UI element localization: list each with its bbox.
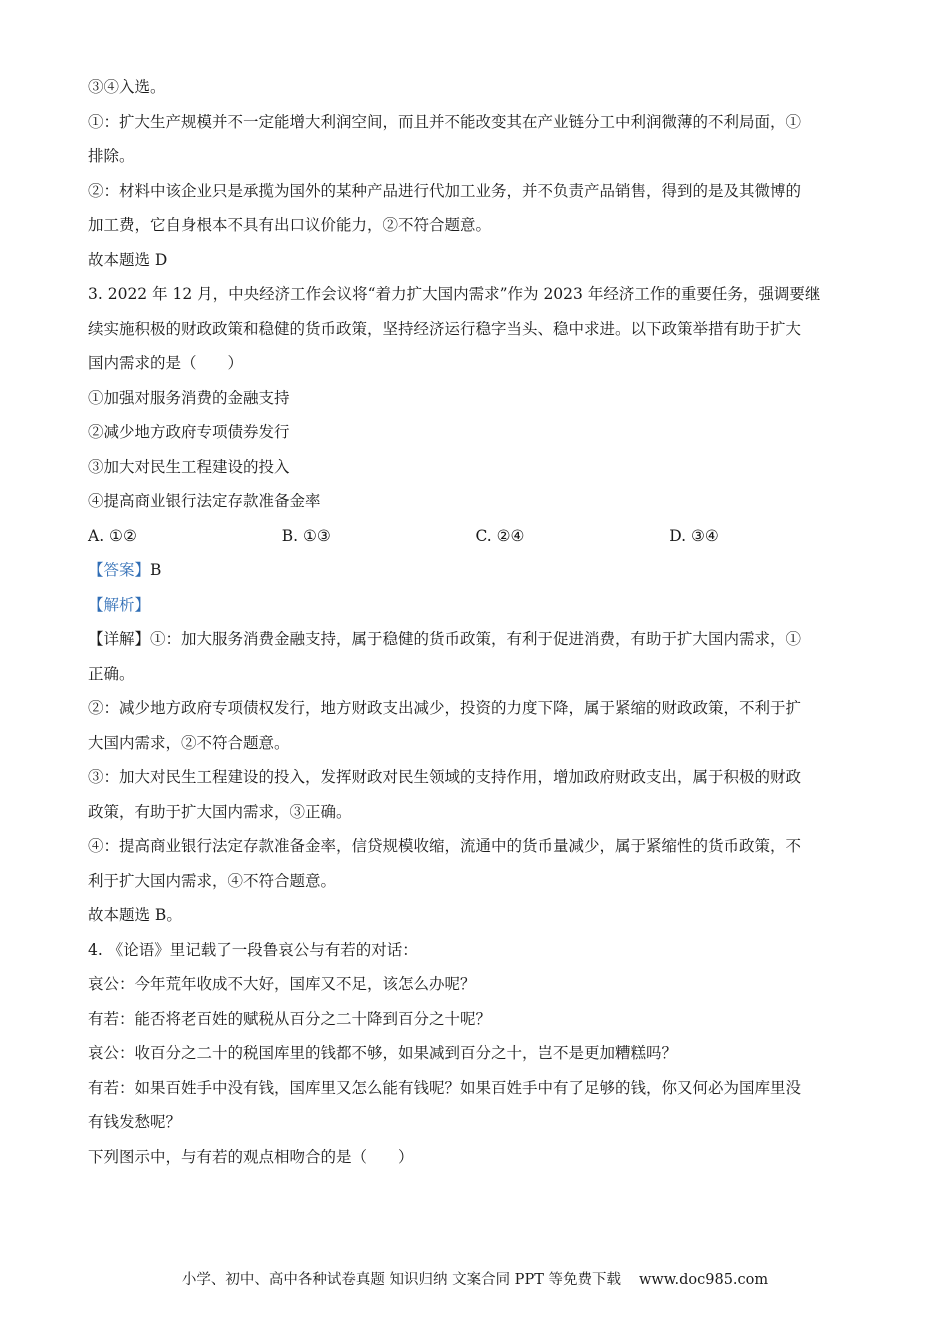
analysis-tag: 【解析】 [88,595,151,614]
question-3-stem: 续实施积极的财政政策和稳健的货币政策，坚持经济运行稳字当头、稳中求进。以下政策举措有助于扩大 [88,319,802,338]
question-3-stem: 国内需求的是（ ） [88,354,244,372]
question-3-item: ④提高商业银行法定存款准备金率 [88,492,321,510]
footer-link[interactable]: www.doc985.com [638,1272,769,1288]
question-3-item: ①加强对服务消费的金融支持 [88,388,290,407]
prev-analysis-line: 加工费，它自身根本不具有出口议价能力，②不符合题意。 [88,216,492,234]
prev-analysis-line: ②：材料中该企业只是承揽为国外的某种产品进行代加工业务，并不负责产品销售，得到的是及其微博的 [88,181,802,200]
prev-analysis-line: 排除。 [88,147,135,165]
prev-answer-line: ③④入选。 [88,78,166,96]
detail-line: 利于扩大国内需求，④不符合题意。 [88,871,337,890]
detail-line: ③：加大对民生工程建设的投入，发挥财政对民生领域的支持作用，增加政府财政支出，属于积极的财政 [88,768,802,786]
dialogue-line: 哀公：收百分之二十的税国库里的钱都不够，如果减到百分之十，岂不是更加糟糕吗？ [88,1044,678,1062]
detail-line: ④：提高商业银行法定存款准备金率，信贷规模收缩，流通中的货币量减少，属于紧缩性的货币政策，不 [88,837,802,855]
prev-conclusion: 故本题选 D [88,250,168,269]
detail-line: ②：减少地方政府专项债权发行，地方财政支出减少，投资的力度下降，属于紧缩的财政政策，不利于扩 [88,699,802,717]
detail-line: 正确。 [88,664,135,683]
prev-analysis-line: ①：扩大生产规模并不一定能增大利润空间，而且并不能改变其在产业链分工中利润微薄的不利局面，① [88,112,802,131]
document-body [88,70,863,1174]
question-4-prompt: 下列图示中，与有若的观点相吻合的是（ ） [88,1147,414,1166]
footer-text: 小学、初中、高中各种试卷真题 知识归纳 文案合同 PPT 等免费下载 [181,1272,621,1288]
dialogue-line: 有若：如果百姓手中没有钱，国库里又怎么能有钱呢？如果百姓手中有了足够的钱，你又何必为国库里没 [88,1078,802,1097]
detail-line: 大国内需求，②不符合题意。 [88,733,290,752]
question-3-stem: 3. 2022 年 12 月，中央经济工作会议将“着力扩大国内需求”作为 2023 年经济工作的重要任务，强调要继 [88,285,821,303]
question-3-item: ②减少地方政府专项债券发行 [88,423,290,441]
detail-tag: 【详解】 [88,630,151,648]
option-d: D. ③④ [669,526,719,545]
answer-line [88,553,863,588]
question-3-item: ③加大对民生工程建设的投入 [88,457,290,476]
answer-tag: 【答案】 [88,561,151,579]
option-a: A. ①② [88,526,137,545]
page-footer [0,1268,950,1289]
dialogue-line: 哀公：今年荒年收成不大好，国库又不足，该怎么办呢？ [88,975,476,993]
detail-line [88,622,863,657]
detail-line: 政策，有助于扩大国内需求，③正确。 [88,802,352,821]
analysis-line [88,588,863,623]
option-b: B. ①③ [281,526,331,545]
dialogue-line: 有若：能否将老百姓的赋税从百分之二十降到百分之十呢？ [88,1009,492,1028]
option-c: C. ②④ [475,526,525,545]
detail-text: ①：加大服务消费金融支持，属于稳健的货币政策，有利于促进消费，有助于扩大国内需求，① [150,630,802,648]
question-4-stem: 4. 《论语》里记载了一段鲁哀公与有若的对话： [88,940,418,959]
question-3-options [88,519,863,554]
answer-value: B [150,561,162,579]
question-3-conclusion: 故本题选 B。 [88,906,182,924]
dialogue-line: 有钱发愁呢？ [88,1113,182,1131]
